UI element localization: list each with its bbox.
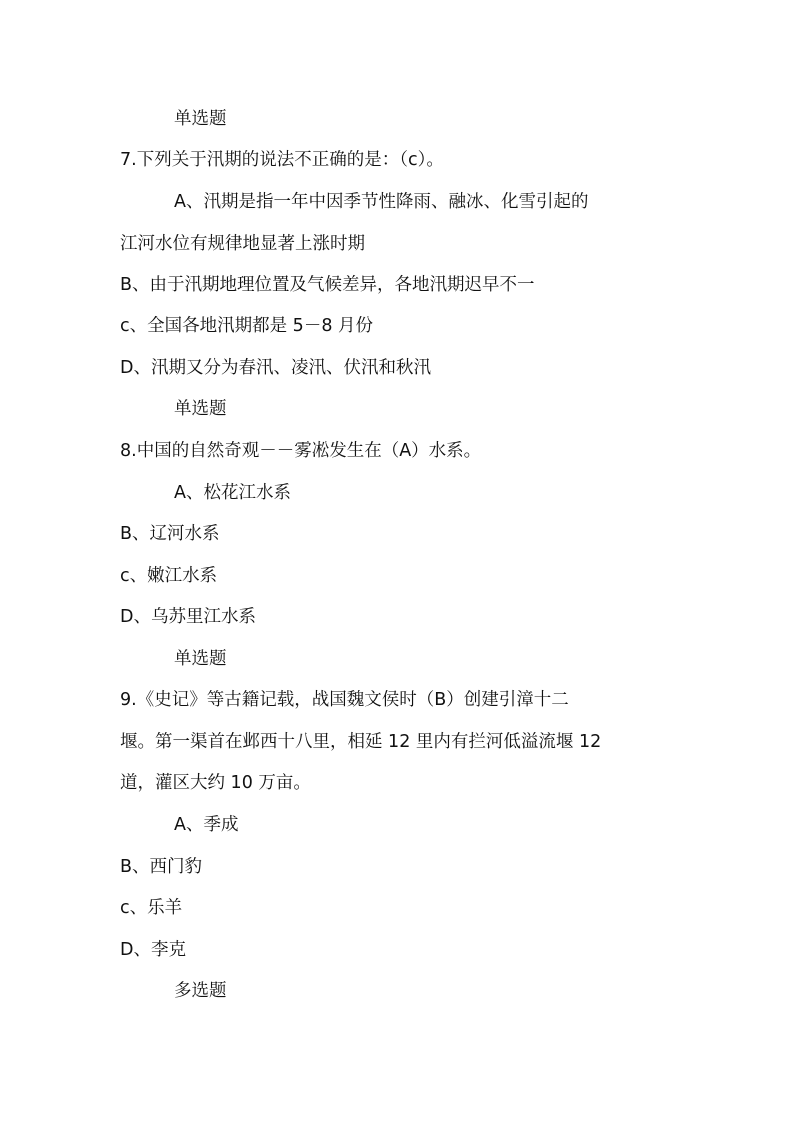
question-8-option-b: B、辽河水系 xyxy=(120,524,220,544)
question-9-stem-end: 道，灌区大约 10 万亩。 xyxy=(120,773,311,793)
question-7-option-c: c、全国各地汛期都是 5－8 月份 xyxy=(120,316,374,336)
question-9-option-b: B、西门豹 xyxy=(120,857,203,877)
question-type-label: 单选题 xyxy=(174,649,227,669)
question-9-option-c: c、乐羊 xyxy=(120,898,183,918)
question-type-label: 单选题 xyxy=(174,109,227,129)
question-8-stem: 8.中国的自然奇观－－雾凇发生在（A）水系。 xyxy=(120,441,482,461)
question-type-label: 多选题 xyxy=(174,981,227,1001)
question-9-stem: 9.《史记》等古籍记载，战国魏文侯时（B）创建引漳十二 xyxy=(120,690,569,710)
question-7-option-b: B、由于汛期地理位置及气候差异，各地汛期迟早不一 xyxy=(120,275,535,295)
question-8-option-d: D、乌苏里江水系 xyxy=(120,607,256,627)
question-9-option-a: A、季成 xyxy=(174,815,239,835)
question-7-option-a: A、汛期是指一年中因季节性降雨、融冰、化雪引起的 xyxy=(174,192,589,212)
question-8-option-c: c、嫩江水系 xyxy=(120,566,218,586)
question-type-label: 单选题 xyxy=(174,399,227,419)
question-9-stem-continued: 堰。第一渠首在邺西十八里，相延 12 里内有拦河低溢流堰 12 xyxy=(120,732,602,752)
question-7-option-a-continued: 江河水位有规律地显著上涨时期 xyxy=(120,234,365,254)
question-8-option-a: A、松花江水系 xyxy=(174,483,291,503)
question-7-option-d: D、汛期又分为春汛、凌汛、伏汛和秋汛 xyxy=(120,358,431,378)
question-7-stem: 7.下列关于汛期的说法不正确的是：（c）。 xyxy=(120,150,444,170)
question-9-option-d: D、李克 xyxy=(120,940,186,960)
